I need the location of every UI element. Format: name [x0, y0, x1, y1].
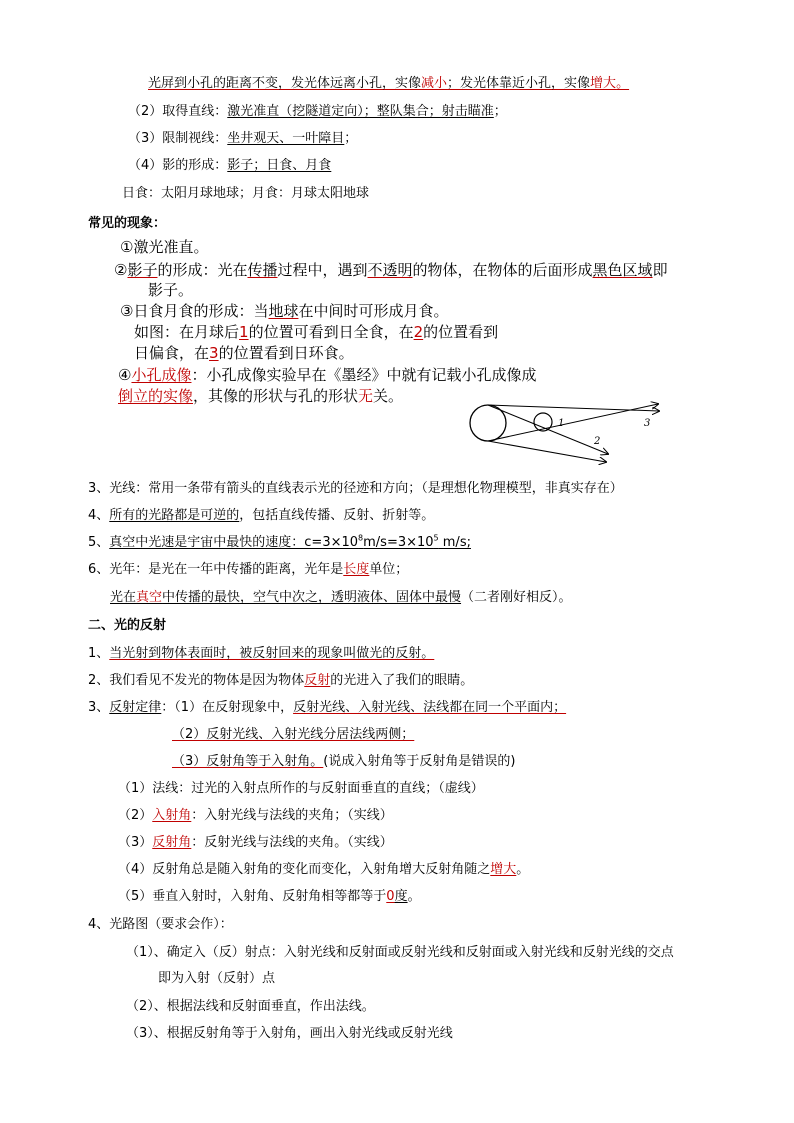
text-line-18: 6、光年：是光在一年中传播的距离，光年是长度单位； — [88, 562, 409, 577]
text-line-26: （1）法线：过光的入射点所作的与反射面垂直的直线；（虚线） — [118, 781, 484, 796]
text-line-5: 日食：太阳月球地球；月食：月球太阳地球 — [122, 186, 370, 201]
text-line-7: ①激光准直。 — [120, 238, 209, 256]
line-19-underlined: 光在真空中传播的最快，空气中次之，透明液体、固体中最慢 — [110, 590, 462, 605]
text-line-22: 2、我们看见不发光的物体是因为物体反射的光进入了我们的眼睛。 — [88, 673, 474, 688]
text-line-1 — [148, 75, 629, 93]
eclipse-diagram — [466, 398, 666, 468]
line-1-part: 光屏到小孔的距离不变，发光体远离小孔，实像减小；发光体靠近小孔，实像增大。 — [148, 76, 630, 91]
text-line-29: （4）反射角总是随入射角的变化而变化，入射角增大反射角随之增大。 — [118, 862, 530, 877]
text-line-19: 光在真空中传播的最快，空气中次之，透明液体、固体中最慢（二者刚好相反）。 — [110, 590, 572, 605]
text-line-10: ③日食月食的形成：当地球在中间时可形成月食。 — [120, 302, 449, 320]
ray-cross-up — [488, 404, 658, 441]
text-line-16: 4、所有的光路都是可逆的，包括直线传播、反射、折射等。 — [88, 508, 435, 523]
text-line-30: （5）垂直入射时，入射角、反射角相等都等于0度。 — [118, 889, 421, 904]
text-line-13: ④小孔成像：小孔成像实验早在《墨经》中就有记载小孔成像成 — [118, 366, 537, 384]
section-heading-reflection: 二、光的反射 — [88, 618, 167, 633]
ray-upper-outer — [488, 405, 659, 411]
ray-lower-outer — [488, 441, 606, 462]
text-line-35: （3）、根据反射角等于入射角，画出入射光线或反射光线 — [126, 1026, 453, 1041]
text-line-32: （1）、确定入（反）射点：入射光线和反射面或反射光线和反射面或入射光线和反射光线的交点 — [126, 945, 674, 960]
text-line-12: 日偏食，在3的位置看到日环食。 — [134, 344, 354, 362]
diagram-label-3: 3 — [644, 418, 651, 429]
text-line-24: （2）反射光线、入射光线分居法线两侧； — [172, 727, 415, 742]
text-line-2: （2）取得直线：激光准直（挖隧道定向）；整队集合；射击瞄准； — [128, 104, 507, 119]
text-line-11: 如图：在月球后1的位置可看到日全食，在2的位置看到 — [134, 323, 499, 341]
section-heading-phenomena: 常见的现象： — [88, 216, 167, 231]
text-line-3: （3）限制视线：坐井观天、一叶障目； — [128, 131, 358, 146]
text-line-25: （3）反射角等于入射角。(说成入射角等于反射角是错误的) — [172, 754, 516, 769]
ray-cross-down — [488, 405, 608, 454]
diagram-label-2: 2 — [594, 436, 601, 447]
speed-of-light-text: 真空中光速是宇宙中最快的速度：$c=3\times 10^8m/s=3\times 10^5$ m/s; — [109, 533, 471, 550]
text-line-28: （3）反射角：反射光线与法线的夹角。（实线） — [118, 835, 393, 850]
text-line-14: 倒立的实像，其像的形状与孔的形状无关。 — [118, 387, 404, 405]
text-line-21: 1、当光射到物体表面时，被反射回来的现象叫做光的反射。 — [88, 646, 435, 661]
text-line-33: 即为入射（反射）点 — [158, 971, 276, 986]
text-line-23: 3、反射定律：（1）在反射现象中，反射光线、入射光线、法线都在同一个平面内； — [88, 700, 567, 715]
text-line-4: （4）影的形成：影子；日食、月食 — [128, 158, 332, 173]
text-line-31: 4、光路图（要求会作）： — [88, 917, 233, 932]
text-line-17: 5、真空中光速是宇宙中最快的速度：$c=3\times 10^8m/s=3\times 10^5$ m/s; — [88, 533, 471, 550]
text-line-8: ②影子的形成：光在传播过程中，遇到不透明的物体，在物体的后面形成黑色区域即 — [114, 261, 668, 279]
text-line-9: 影子。 — [148, 281, 194, 299]
diagram-label-1: 1 — [558, 418, 565, 429]
text-line-15: 3、光线：常用一条带有箭头的直线表示光的径迹和方向；（是理想化物理模型，非真实存在） — [88, 481, 623, 496]
moon-circle — [534, 413, 552, 431]
text-line-34: （2）、根据法线和反射面垂直，作出法线。 — [126, 999, 375, 1014]
text-line-27: （2）入射角：入射光线与法线的夹角；（实线） — [118, 808, 393, 823]
